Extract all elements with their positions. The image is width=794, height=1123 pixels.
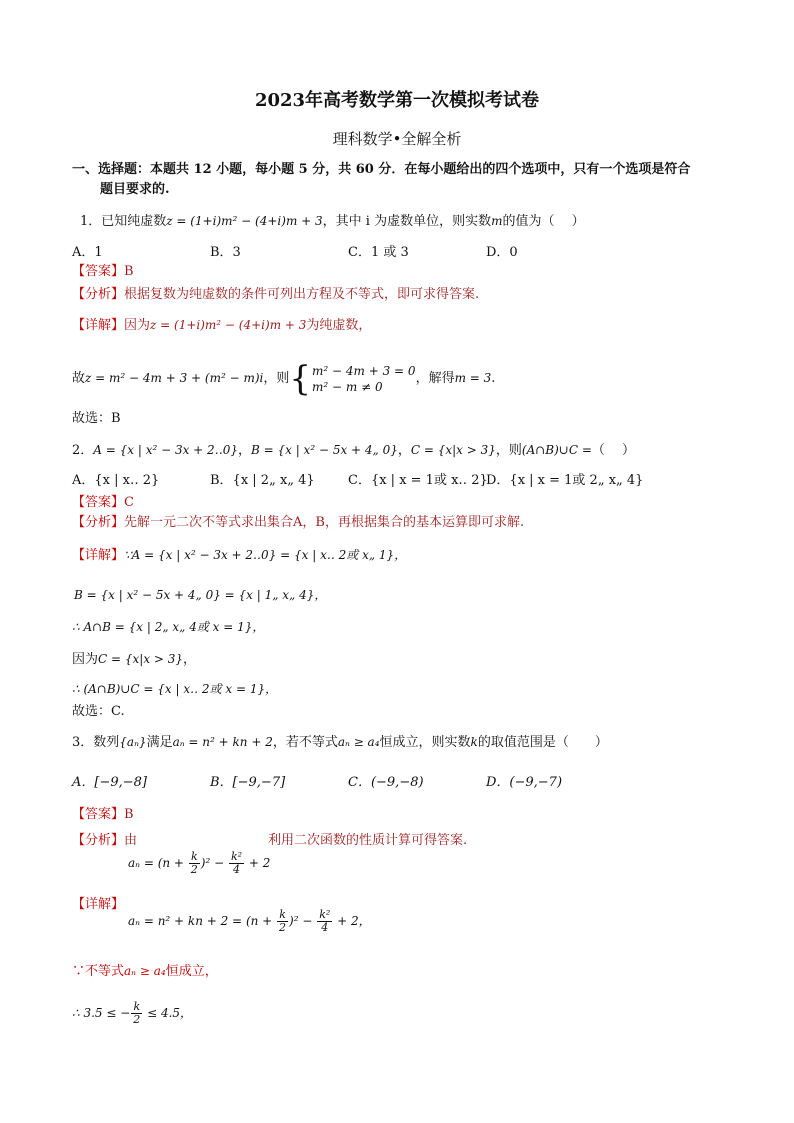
q2-detail bbox=[72, 546, 406, 565]
answer-label: 【答案】 bbox=[72, 495, 125, 510]
q2-stem-expression: (A∩B)∪C = bbox=[521, 443, 592, 457]
q2-set-c: C = {x|x > 3} bbox=[410, 443, 496, 457]
q2-option-c: C．{x | x = 1或 x‥ 2} bbox=[348, 473, 488, 488]
q3-formula-lhs: aₙ = n² + kn + 2 = bbox=[128, 914, 246, 928]
fraction-denominator: 2 bbox=[279, 921, 287, 934]
q2-detail-expression: ∵A = {x | x² − 3x + 2‥0} = {x | x‥ 2或 x„ 1}， bbox=[124, 548, 407, 562]
q3-stem-variable: k bbox=[470, 735, 478, 749]
q1-step-result: m = 3 bbox=[454, 371, 492, 385]
q3-stem-text-5: 的取值范围是（ ） bbox=[477, 735, 608, 750]
q1-analysis bbox=[72, 286, 479, 304]
q2-set-b: B = {x | x² − 5x + 4„ 0} bbox=[250, 443, 398, 457]
q3-stem bbox=[72, 733, 608, 752]
fraction-denominator: 2 bbox=[133, 1013, 141, 1026]
q2-separator: ， bbox=[237, 443, 251, 458]
q3-stem-text: 3．数列 bbox=[72, 735, 120, 750]
q3-answer bbox=[72, 806, 134, 824]
page-title: 2023年高考数学第一次模拟考试卷 bbox=[254, 90, 540, 111]
q1-detail-expression: z = (1+i)m² − (4+i)m + 3 bbox=[150, 318, 307, 332]
q1-system-line-1: m² − 4m + 3 = 0 bbox=[312, 363, 416, 378]
q1-step-text-2: ，则 bbox=[263, 371, 290, 386]
fraction-denominator: 2 bbox=[190, 863, 198, 876]
q3-formula-open: (n + bbox=[157, 856, 188, 870]
q3-analysis-formula bbox=[128, 848, 270, 878]
system-brace-icon: { bbox=[289, 358, 312, 399]
q1-option-c: C．1 或 3 bbox=[348, 245, 409, 260]
q2-step-4: ∴ (A∩B)∪C = {x | x‥ 2或 x = 1}， bbox=[72, 682, 278, 696]
q3-range bbox=[72, 998, 192, 1028]
q1-stem bbox=[80, 212, 585, 231]
q2-option-d: D．{x | x = 1或 2„ x„ 4} bbox=[486, 473, 644, 488]
q2-stem bbox=[72, 441, 635, 460]
answer-label: 【答案】 bbox=[72, 807, 125, 822]
q1-stem-text: 1．已知纯虚数 bbox=[80, 214, 167, 229]
q1-step-text-3: ，解得 bbox=[415, 371, 455, 386]
q2-stem-text: ，则 bbox=[495, 443, 522, 458]
q1-answer bbox=[72, 263, 134, 281]
q3-option-d: D．(−9,−7) bbox=[486, 775, 563, 790]
q3-stem-inequality: aₙ ≥ a₄ bbox=[337, 735, 380, 749]
section-heading-line1: 一、选择题：本题共 12 小题，每小题 5 分，共 60 分．在每小题给出的四个选项中，只有一个选项是符合 bbox=[72, 162, 691, 177]
q3-analysis-text: 由 bbox=[124, 833, 138, 848]
q3-because-text-2: 恒成立， bbox=[165, 964, 218, 979]
fraction-numerator: k bbox=[131, 1001, 142, 1014]
q2-step-3-text-2: ， bbox=[183, 652, 197, 667]
q2-answer-value: C bbox=[124, 495, 134, 510]
q2-option-b: B．{x | 2„ x„ 4} bbox=[210, 473, 315, 488]
q2-analysis bbox=[72, 514, 524, 532]
q1-analysis-text: 根据复数为纯虚数的条件可列出方程及不等式，即可求得答案. bbox=[124, 287, 480, 302]
q3-formula-close: )² bbox=[200, 856, 211, 870]
q3-stem-text-2: 满足 bbox=[146, 735, 173, 750]
q3-detail-label: 【详解】 bbox=[72, 897, 125, 912]
q1-stem-variable: m bbox=[491, 214, 503, 228]
q2-stem-text-2: （ ） bbox=[591, 443, 636, 458]
q2-step-1: B = {x | x² − 5x + 4„ 0} = {x | 1„ x„ 4}， bbox=[74, 588, 327, 602]
detail-label: 【详解】 bbox=[72, 548, 125, 563]
q1-option-b: B．3 bbox=[210, 245, 241, 260]
q3-because-text: ∵不等式 bbox=[72, 964, 125, 979]
q3-because-expression: aₙ ≥ a₄ bbox=[124, 964, 166, 978]
q3-option-a: A．[−9,−8] bbox=[72, 775, 147, 790]
q3-sequence: {aₙ} bbox=[119, 735, 147, 749]
q1-solution-step bbox=[72, 358, 495, 399]
q3-option-c: C．(−9,−8) bbox=[348, 775, 424, 790]
q3-fraction-k-over-2 bbox=[189, 851, 200, 876]
q3-stem-text-4: 恒成立，则实数 bbox=[379, 735, 471, 750]
fraction-denominator: 4 bbox=[233, 863, 241, 876]
q1-stem-expression: z = (1+i)m² − (4+i)m + 3 bbox=[166, 214, 323, 228]
page-subtitle: 理科数学•全解全析 bbox=[332, 130, 462, 148]
q2-answer bbox=[72, 494, 134, 512]
q1-detail-text-2: 为纯虚数， bbox=[306, 318, 372, 333]
q2-step-3-text: 因为 bbox=[72, 652, 99, 667]
fraction-numerator: k² bbox=[230, 850, 243, 863]
q3-range-text-2: ≤ 4.5， bbox=[143, 1006, 193, 1020]
q1-step-text: 故 bbox=[72, 371, 86, 386]
q2-stem-number: 2． bbox=[72, 443, 94, 458]
q3-formula-tail: + 2 bbox=[245, 856, 271, 870]
q2-analysis-text: 先解一元二次不等式求出集合A，B，再根据集合的基本运算即可求解. bbox=[124, 515, 525, 530]
detail-label: 【详解】 bbox=[72, 318, 125, 333]
q3-formula-open: (n + bbox=[245, 914, 277, 928]
analysis-label: 【分析】 bbox=[72, 287, 125, 302]
q2-step-3-expression: C = {x|x > 3} bbox=[98, 652, 184, 666]
q1-detail bbox=[72, 316, 371, 335]
fraction-numerator: k bbox=[277, 909, 288, 922]
q1-option-a: A．1 bbox=[72, 245, 103, 260]
q3-fraction-k2-over-4 bbox=[229, 851, 244, 876]
q3-formula-tail: + 2 bbox=[333, 914, 359, 928]
q1-detail-text: 因为 bbox=[124, 318, 151, 333]
q1-answer-value: B bbox=[124, 264, 134, 279]
q1-equation-system bbox=[312, 363, 416, 395]
fraction-denominator: 4 bbox=[321, 921, 329, 934]
q3-range-text: ∴ 3.5 ≤ − bbox=[72, 1006, 131, 1020]
q3-detail-formula bbox=[128, 906, 371, 936]
q1-option-d: D．0 bbox=[486, 245, 518, 260]
q1-stem-text-2: ，其中 i 为虚数单位，则实数 bbox=[322, 214, 492, 229]
q3-formula-lhs: aₙ = bbox=[128, 856, 158, 870]
q3-formula-end: ， bbox=[358, 914, 371, 928]
q3-formula-minus: − bbox=[210, 856, 228, 870]
q3-fraction-k-over-2 bbox=[131, 1001, 142, 1026]
q2-step-3 bbox=[72, 650, 196, 669]
section-heading-line2: 题目要求的. bbox=[100, 182, 170, 197]
q3-formula-close: )² bbox=[289, 914, 299, 928]
q3-fraction-k2-over-4 bbox=[317, 909, 332, 934]
q3-formula-minus: − bbox=[298, 914, 317, 928]
q1-stem-text-3: 的值为（ ） bbox=[502, 214, 585, 229]
answer-label: 【答案】 bbox=[72, 264, 125, 279]
q2-option-a: A．{x | x‥ 2} bbox=[72, 473, 160, 488]
analysis-label: 【分析】 bbox=[72, 515, 125, 530]
q3-stem-expression: aₙ = n² + kn + 2 bbox=[172, 735, 273, 749]
q1-system-line-2: m² − m ≠ 0 bbox=[312, 379, 383, 394]
q1-step-expression: z = m² − 4m + 3 + (m² − m)i bbox=[85, 371, 264, 385]
q3-option-b: B．[−9,−7] bbox=[210, 775, 286, 790]
q3-analysis-tail: 利用二次函数的性质计算可得答案. bbox=[268, 833, 468, 848]
q1-step-end: . bbox=[491, 371, 496, 386]
fraction-numerator: k bbox=[189, 851, 200, 864]
q2-step-2: ∴ A∩B = {x | 2„ x„ 4或 x = 1}， bbox=[72, 620, 265, 634]
q2-separator-2: ， bbox=[397, 443, 411, 458]
q3-stem-text-3: ，若不等式 bbox=[272, 735, 338, 750]
q3-fraction-k-over-2 bbox=[277, 909, 288, 934]
q1-conclusion: 故选：B bbox=[72, 411, 121, 426]
analysis-label: 【分析】 bbox=[72, 833, 125, 848]
fraction-numerator: k² bbox=[319, 908, 331, 921]
q2-set-a: A = {x | x² − 3x + 2‥0} bbox=[93, 443, 238, 457]
q2-conclusion: 故选：C. bbox=[72, 704, 125, 719]
q3-answer-value: B bbox=[124, 807, 134, 822]
q3-because bbox=[72, 962, 218, 981]
